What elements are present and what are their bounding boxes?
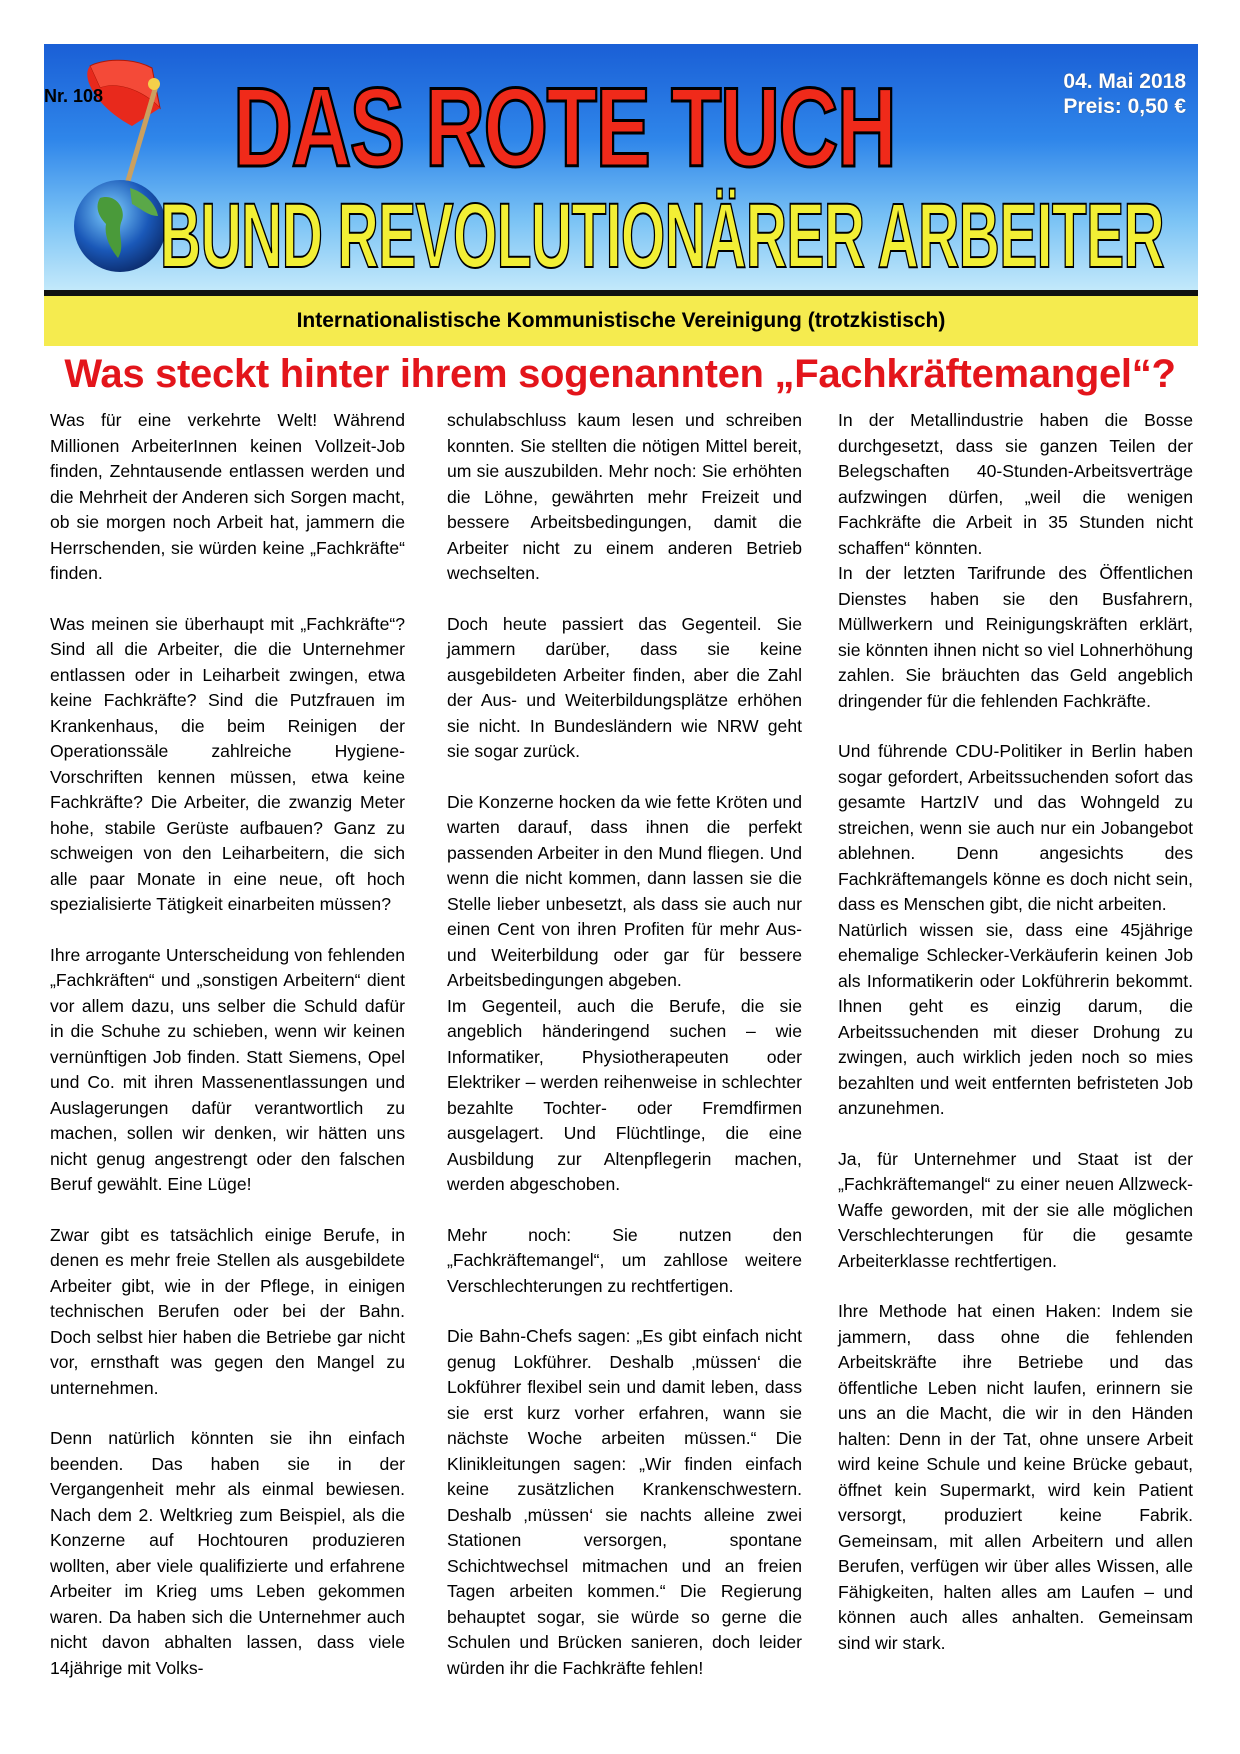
paragraph: Zwar gibt es tatsächlich einige Berufe, in denen es mehr freie Stellen als ausgebildete Arbeiter gibt, wie in der Pflege, in einigen technischen Berufen oder bei der Bahn. Doch selbst hier haben die Betriebe gar nicht vor, ernsthaft was gegen den Mangel zu unternehmen. [50, 1224, 405, 1398]
newspaper-subtitle: BUND REVOLUTIONÄRER ARBEITER [160, 185, 1165, 287]
paragraph: Im Gegenteil, auch die Berufe, die sie angeblich händeringend suchen – wie Informatiker, Physiotherapeuten oder Elektriker – werden reihenweise in schlechter bezahlte Tochter- oder Fremdfirmen ausgelagert. Und Flüchtlinge, die eine Ausbildung zur Altenpflegerin machen, werden abgeschoben. [447, 995, 802, 1194]
issue-date: 04. Mai 2018 [1063, 70, 1186, 93]
paragraph: Die Konzerne hocken da wie fette Kröten und warten darauf, dass ihnen die perfekt passenden Arbeiter in den Mund fliegen. Und wenn die nicht kommen, dann lassen sie die Stelle lieber unbesetzt, als dass sie auch nur einen Cent von ihren Profiten für mehr Aus- und Weiterbildung oder gar für bessere Arbeitsbedingungen abgeben. [447, 791, 802, 990]
article-column-2 [447, 408, 802, 1706]
issue-price: Preis: 0,50 € [1063, 95, 1186, 118]
paragraph: Was für eine verkehrte Welt! Während Millionen ArbeiterInnen keinen Vollzeit-Job finden, Zehntausende entlassen werden und die Mehrheit der Anderen sich Sorgen macht, ob sie morgen noch Arbeit hat, jammern die Herrschenden, sie würden keine „Fachkräfte“ finden. [50, 410, 405, 583]
paragraph: schulabschluss kaum lesen und schreiben konnten. Sie stellten die nötigen Mittel bereit, um sie auszubilden. Mehr noch: Sie erhöhten die Löhne, gewährten mehr Freizeit und bessere Arbeitsbedingungen, damit die Arbeiter nicht zu einem anderen Betrieb wechselten. [447, 410, 802, 583]
paragraph: Natürlich wissen sie, dass eine 45jährige ehemalige Schlecker-Verkäuferin keinen Job als Informatikerin oder Lokführerin bekommt. Ihnen geht es einzig darum, die Arbeitssuchenden mit dieser Drohung zu zwingen, auch wirklich jeden noch so mies bezahlten und weit entfernten befristeten Job anzunehmen. [838, 919, 1193, 1118]
paragraph: Und führende CDU-Politiker in Berlin haben sogar gefordert, Arbeitssuchenden sofort das gesamte HartzIV und das Wohngeld zu streichen, wenn sie auch nur ein Jobangebot ablehnen. Denn angesichts des Fachkräftemangels könne es doch nicht sein, dass es Menschen gibt, die nicht arbeiten. [838, 741, 1193, 914]
paragraph: Was meinen sie überhaupt mit „Fachkräfte“? Sind all die Arbeiter, die die Unternehmer entlassen oder in Leiharbeit zwingen, etwa keine Fachkräfte? Sind die Putzfrauen im Krankenhaus, die beim Reinigen der Operationssäle zahlreiche Hygiene-Vorschriften kennen müssen, etwa keine Fachkräfte? Die Arbeiter, die zwanzig Meter hohe, stabile Gerüste aufbauen? Ganz zu schweigen von den Leiharbeitern, die sich alle paar Monate in eine neue, oft hoch spezialisierte Tätigkeit einarbeiten müssen? [50, 613, 405, 914]
article-headline: Was steckt hinter ihrem sogenannten „Fachkräftemangel“? [64, 352, 1176, 396]
newspaper-title: DAS ROTE TUCH [233, 65, 896, 190]
paragraph: Ihre Methode hat einen Haken: Indem sie jammern, dass ohne die fehlenden Arbeitskräfte ihre Betriebe und das öffentliche Leben nicht laufen, erinnern sie uns an die Macht, die wir in den Händen halten: Denn in der Tat, ohne unsere Arbeit wird keine Schule und keine Brücke gebaut, öffnet kein Supermarkt, wird kein Patient versorgt, produziert keine Fabrik. Gemeinsam, mit allen Arbeitern und allen Berufen, verfügen wir über alles Wissen, alle Fähigkeiten, halten alles am Laufen – und können auch alles anhalten. Gemeinsam sind wir stark. [838, 1301, 1193, 1653]
paragraph: In der Metallindustrie haben die Bosse durchgesetzt, dass sie ganzen Teilen der Belegschaften 40-Stunden-Arbeitsverträge aufzwingen dürfen, „weil die wenigen Fachkräfte die Arbeit in 35 Stunden nicht schaffen“ könnten. [838, 410, 1193, 558]
paragraph: Mehr noch: Sie nutzen den „Fachkräftemangel“, um zahllose weitere Verschlechterungen zu rechtfertigen. [447, 1224, 802, 1296]
issue-number: Nr. 108 [44, 86, 104, 106]
article-column-1 [50, 408, 405, 1706]
masthead [44, 44, 1198, 332]
tagline: Internationalistische Kommunistische Vereinigung (trotzkistisch) [44, 290, 1198, 346]
paragraph: Die Bahn-Chefs sagen: „Es gibt einfach nicht genug Lokführer. Deshalb ‚müssen‘ die Lokführer flexibel sein und damit leben, dass sie erst kurz vorher erfahren, wann sie nächste Woche arbeiten müssen.“ Die Klinikleitungen sagen: „Wir finden einfach keine zusätzlichen Krankenschwestern. Deshalb ‚müssen‘ sie nachts alleine zwei Stationen versorgen, spontane Schichtwechsel mitmachen und an freien Tagen arbeiten kommen.“ Die Regierung behauptet sogar, sie würde so gerne die Schulen und Brücken sanieren, doch leider würden ihr die Fachkräfte fehlen! [447, 1326, 802, 1678]
paragraph: Ihre arrogante Unterscheidung von fehlenden „Fachkräften“ und „sonstigen Arbeitern“ dient vor allem dazu, uns selber die Schuld dafür in die Schuhe zu schieben, wenn wir keinen vernünftigen Job finden. Statt Siemens, Opel und Co. mit ihren Massenentlassungen und Auslagerungen dafür verantwortlich zu machen, sollen wir denken, wir hätten uns nicht genug angestrengt oder den falschen Beruf gewählt. Eine Lüge! [50, 944, 405, 1194]
paragraph: Doch heute passiert das Gegenteil. Sie jammern darüber, dass sie keine ausgebildeten Arbeiter finden, aber die Zahl der Aus- und Weiterbildungsplätze erhöhen sie nicht. In Bundesländern wie NRW geht sie sogar zurück. [447, 613, 802, 761]
article-column-3 [838, 408, 1193, 1681]
paragraph: In der letzten Tarifrunde des Öffentlichen Dienstes haben sie den Busfahrern, Müllwerkern und Reinigungskräften erklärt, sie könnten ihnen nicht so viel Lohnerhöhung zahlen. Sie bräuchten das Geld angeblich dringender für die fehlenden Fachkräfte. [838, 563, 1193, 711]
paragraph: Ja, für Unternehmer und Staat ist der „Fachkräftemangel“ zu einer neuen Allzweck-Waffe geworden, mit der sie alle möglichen Verschlechterungen für die gesamte Arbeiterklasse rechtfertigen. [838, 1148, 1193, 1271]
paragraph: Denn natürlich könnten sie ihn einfach beenden. Das haben sie in der Vergangenheit mehr als einmal bewiesen. Nach dem 2. Weltkrieg zum Beispiel, als die Konzerne auf Hochtouren produzieren wollten, aber viele qualifizierte und erfahrene Arbeiter im Krieg ums Leben gekommen waren. Da haben sich die Unternehmer auch nicht davon abhalten lassen, dass viele 14jährige mit Volks- [50, 1428, 405, 1678]
